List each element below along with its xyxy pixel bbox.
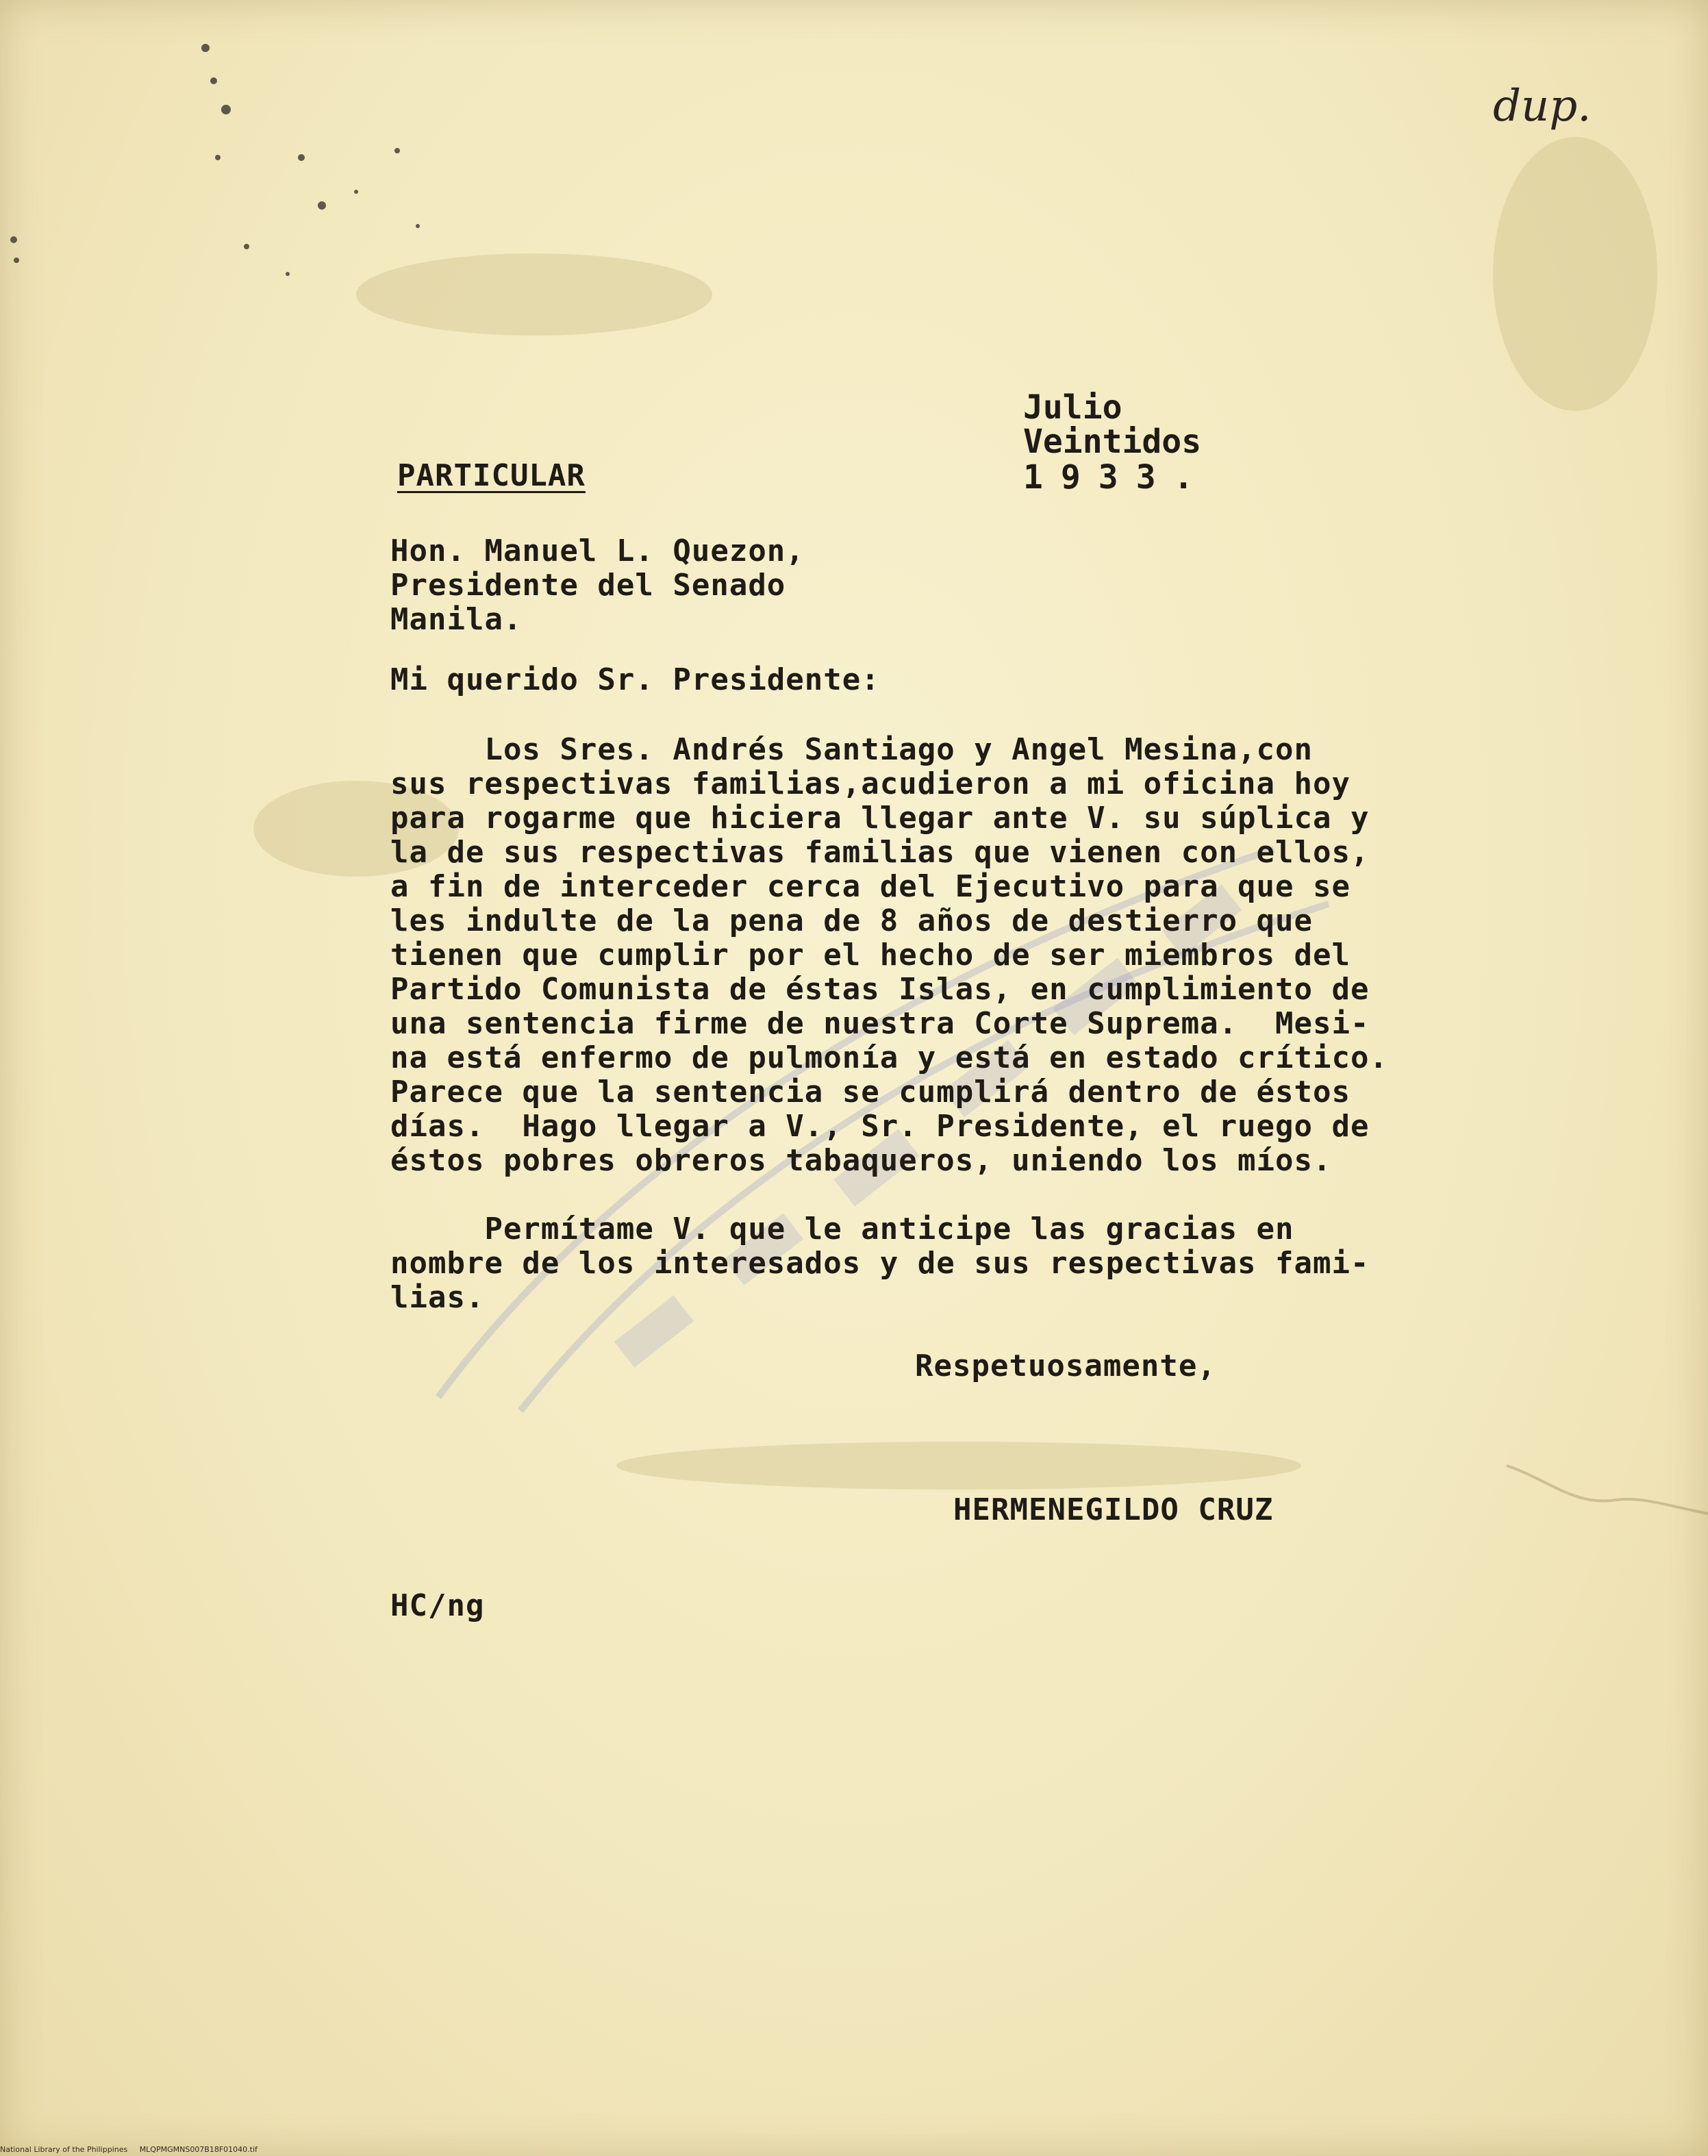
body-line: a fin de interceder cerca del Ejecutivo para que se <box>390 869 1351 904</box>
body-line: les indulte de la pena de 8 años de destierro que <box>390 903 1314 938</box>
date-day: Veintidos <box>1023 423 1202 461</box>
body-line: la de sus respectivas familias que vienen con ellos, <box>390 835 1370 870</box>
body-line: nombre de los interesados y de sus respectivas fami- <box>390 1246 1370 1281</box>
signature-name: HERMENEGILDO CRUZ <box>953 1492 1274 1527</box>
body-line: para rogarme que hiciera llegar ante V. su súplica y <box>390 801 1370 836</box>
heading-particular: PARTICULAR <box>397 458 586 493</box>
salutation: Mi querido Sr. Presidente: <box>390 662 880 697</box>
handwritten-dup-note: dup. <box>1493 81 1592 131</box>
date-year: 1933. <box>1023 458 1211 497</box>
body-line: Permítame V. que le anticipe las gracias en <box>390 1212 1294 1246</box>
body-line: una sentencia firme de nuestra Corte Suprema. Mesi- <box>390 1006 1370 1041</box>
body-line: días. Hago llegar a V., Sr. Presidente, el ruego de <box>390 1109 1370 1144</box>
closing: Respetuosamente, <box>915 1349 1216 1383</box>
body-line: na está enfermo de pulmonía y está en estado crítico. <box>390 1040 1388 1075</box>
body-line: Parece que la sentencia se cumplirá dentro de éstos <box>390 1075 1351 1110</box>
date-month: Julio <box>1023 388 1122 427</box>
scan-footer: National Library of the Philippines MLQPMGMNS007B18F01040.tif <box>0 2145 258 2154</box>
body-line: tienen que cumplir por el hecho de ser miembros del <box>390 938 1351 973</box>
body-line: Partido Comunista de éstas Islas, en cumplimiento de <box>390 972 1370 1007</box>
body-line: lias. <box>390 1280 485 1315</box>
body-line: sus respectivas familias,acudieron a mi oficina hoy <box>390 766 1351 801</box>
reference-initials: HC/ng <box>390 1588 485 1623</box>
addressee-line: Hon. Manuel L. Quezon, <box>390 534 805 568</box>
addressee-line: Presidente del Senado <box>390 568 786 603</box>
body-line: éstos pobres obreros tabaqueros, uniendo los míos. <box>390 1143 1332 1178</box>
body-line: Los Sres. Andrés Santiago y Angel Mesina,con <box>390 732 1314 767</box>
addressee-line: Manila. <box>390 602 523 637</box>
